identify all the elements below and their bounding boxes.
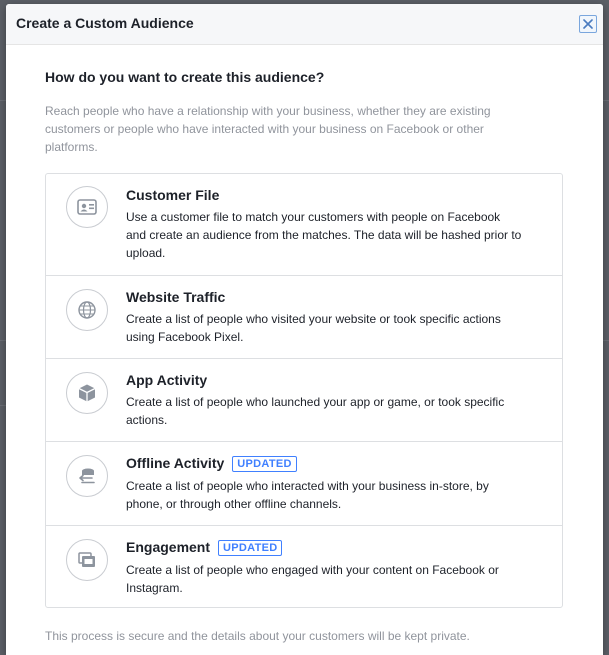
description-line: Create a list of people who launched your app or game, or took specific — [126, 395, 505, 409]
option-description — [126, 477, 536, 513]
intro-text — [45, 102, 535, 156]
cube-icon — [66, 372, 108, 414]
intro-line: customers or people who have interacted with your business on Facebook or other — [45, 122, 484, 136]
description-line: using Facebook Pixel. — [126, 330, 244, 344]
description-line: Create a list of people who visited your website or took specific actions — [126, 312, 501, 326]
option-description — [126, 208, 536, 262]
option-title-text: Engagement — [126, 539, 211, 555]
dialog-body — [6, 45, 603, 655]
option-website-traffic[interactable] — [46, 275, 562, 358]
updated-badge: UPDATED — [218, 540, 282, 556]
dialog-header — [6, 4, 603, 45]
description-line: and create an audience from the matches. The data will be hashed prior to — [126, 228, 522, 242]
globe-icon — [66, 289, 108, 331]
intro-line: platforms. — [45, 140, 98, 154]
description-line: Instagram. — [126, 581, 183, 595]
option-customer-file[interactable] — [46, 174, 562, 275]
dialog-title: Create a Custom Audience — [16, 15, 194, 31]
description-line: phone, or through other offline channels. — [126, 497, 342, 511]
option-description — [126, 561, 536, 597]
background-divider — [603, 100, 609, 101]
option-title: Customer File — [126, 187, 220, 203]
audience-options-list — [45, 173, 563, 608]
option-title: App Activity — [126, 372, 208, 388]
description-line: Use a customer file to match your customers with people on Facebook — [126, 210, 501, 224]
option-offline-activity[interactable] — [46, 441, 562, 525]
option-title — [126, 455, 297, 472]
background-divider — [603, 340, 609, 341]
option-description — [126, 310, 536, 346]
option-title-text: Offline Activity — [126, 455, 225, 471]
description-line: Create a list of people who engaged with your content on Facebook or — [126, 563, 499, 577]
description-line: upload. — [126, 246, 166, 260]
create-custom-audience-dialog — [6, 4, 603, 655]
option-title — [126, 539, 282, 556]
contact-card-icon — [66, 186, 108, 228]
audience-question: How do you want to create this audience? — [45, 69, 325, 85]
option-description — [126, 393, 536, 429]
description-line: actions. — [126, 413, 168, 427]
intro-line: Reach people who have a relationship with your business, whether they are existing — [45, 104, 491, 118]
engagement-icon — [66, 539, 108, 581]
option-app-activity[interactable] — [46, 358, 562, 441]
updated-badge: UPDATED — [232, 456, 296, 472]
close-button[interactable] — [579, 15, 597, 33]
option-title: Website Traffic — [126, 289, 226, 305]
description-line: Create a list of people who interacted with your business in-store, by — [126, 479, 489, 493]
offline-sync-icon — [66, 455, 108, 497]
option-engagement[interactable] — [46, 525, 562, 607]
close-icon — [583, 19, 593, 29]
privacy-note: This process is secure and the details about your customers will be kept private. — [45, 629, 470, 643]
